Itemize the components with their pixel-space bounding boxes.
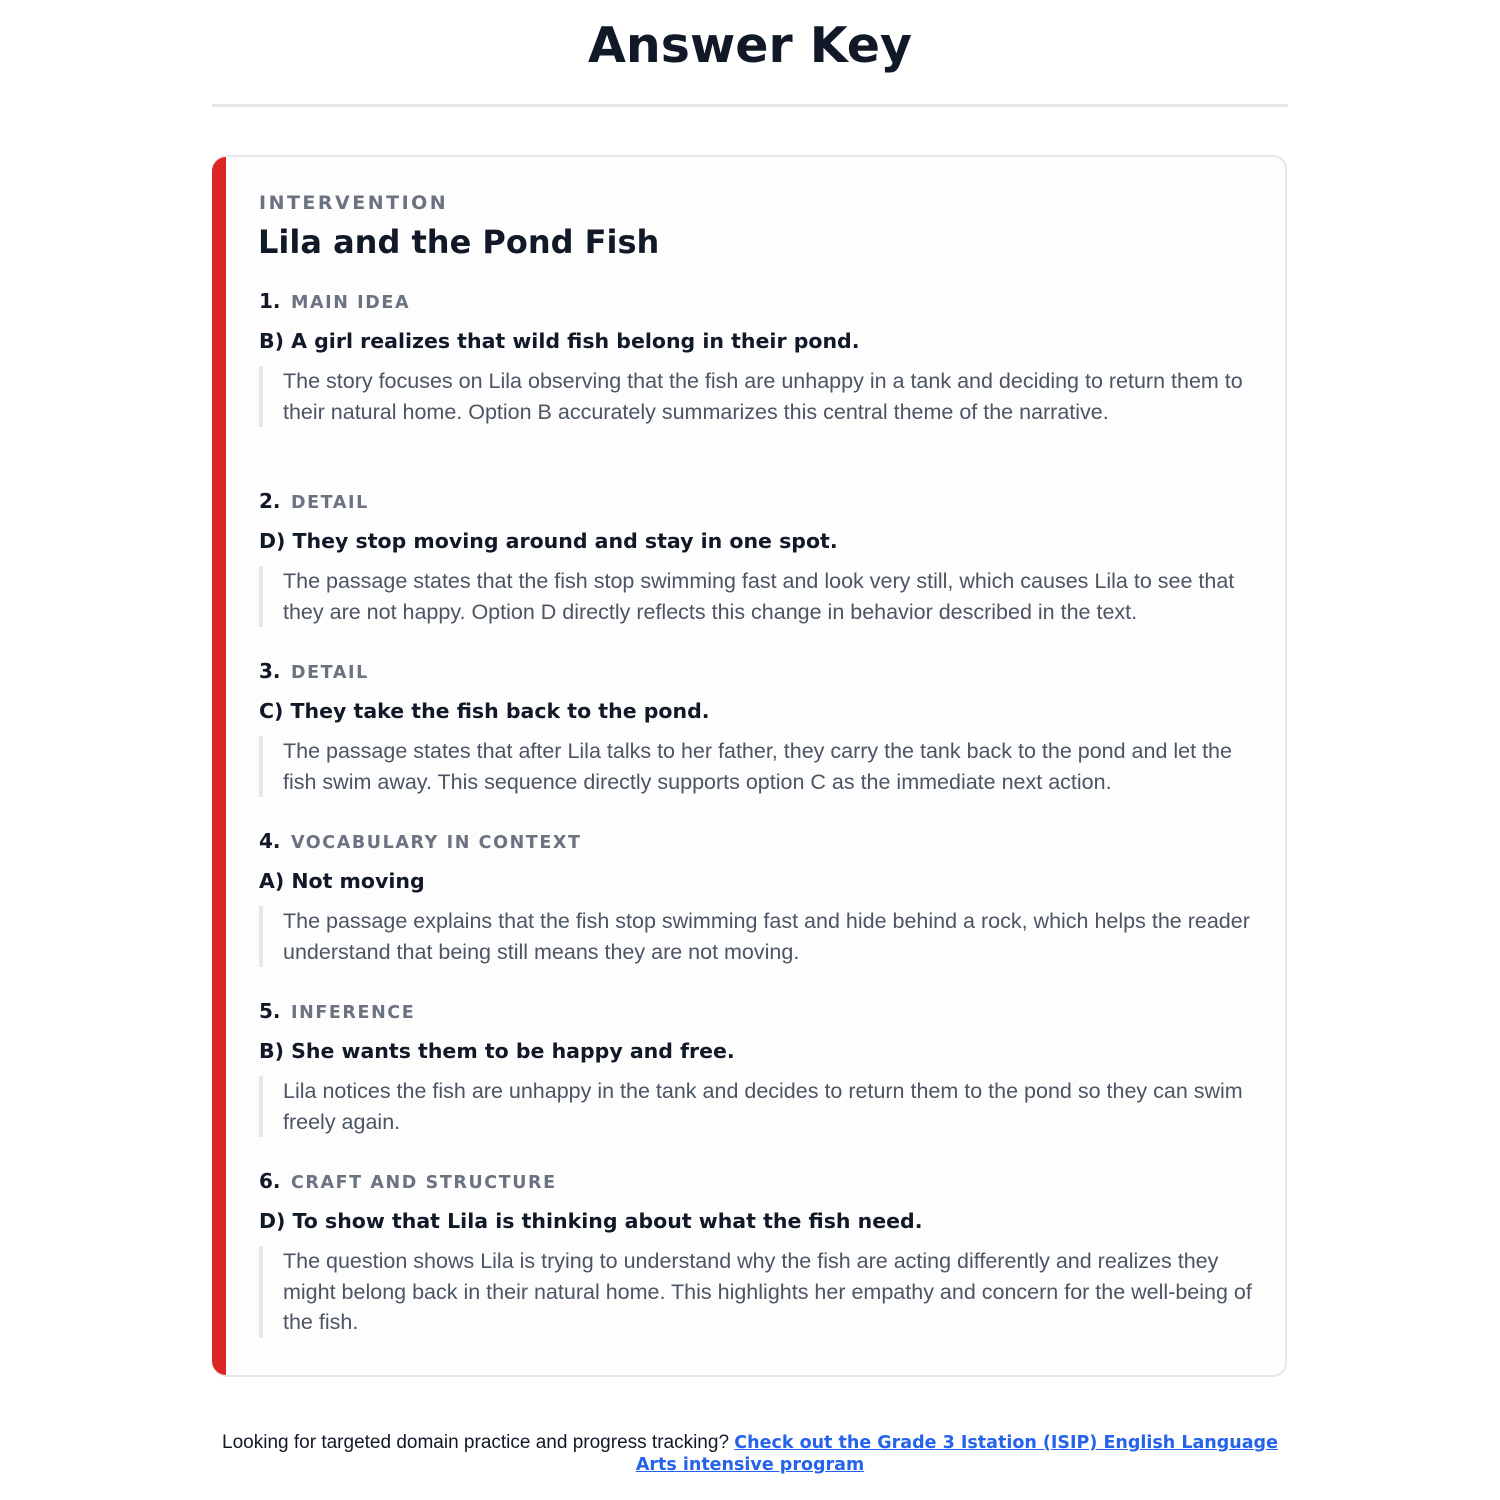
answer-explanation: Lila notices the fish are unhappy in the tank and decides to return them to the pond so they can swim freely again.	[259, 1076, 1263, 1137]
correct-answer: D) To show that Lila is thinking about what the fish need.	[259, 1209, 923, 1233]
card-title: Lila and the Pond Fish	[258, 223, 660, 261]
question-item	[259, 999, 1259, 1137]
answer-explanation: The question shows Lila is trying to understand why the fish are acting differently and realizes they might belong back in their natural home. This highlights her empathy and concern for the well-being of the fish.	[259, 1246, 1263, 1338]
answer-explanation: The story focuses on Lila observing that the fish are unhappy in a tank and deciding to return them to their natural home. Option B accurately summarizes this central theme of the narrative.	[259, 366, 1263, 427]
page-title: Answer Key	[588, 17, 912, 74]
question-item	[259, 489, 1259, 627]
question-item	[259, 289, 1259, 427]
question-category: DETAIL	[290, 663, 369, 683]
footer-promo	[200, 1432, 1300, 1476]
question-category: CRAFT AND STRUCTURE	[290, 1173, 557, 1193]
answer-key-card	[212, 155, 1287, 1377]
question-category: MAIN IDEA	[290, 293, 411, 313]
question-item	[259, 829, 1259, 967]
answer-explanation: The passage states that after Lila talks to her father, they carry the tank back to the pond and let the fish swim away. This sequence directly supports option C as the immediate next action.	[259, 736, 1263, 797]
question-item	[259, 659, 1259, 797]
card-eyebrow: INTERVENTION	[259, 192, 449, 214]
question-number: 6.	[259, 1169, 281, 1193]
question-header	[259, 489, 1259, 513]
answer-explanation: The passage states that the fish stop swimming fast and look very still, which causes Lila to see that they are not happy. Option D directly reflects this change in behavior described in the text.	[259, 566, 1263, 627]
question-header	[259, 659, 1259, 683]
question-header	[259, 829, 1259, 853]
correct-answer: B) A girl realizes that wild fish belong in their pond.	[259, 329, 860, 353]
program-link[interactable]: Check out the Grade 3 Istation (ISIP) English Language Arts intensive program	[635, 1433, 1278, 1475]
question-category: INFERENCE	[290, 1003, 416, 1023]
correct-answer: D) They stop moving around and stay in one spot.	[259, 529, 838, 553]
title-divider	[212, 104, 1288, 107]
answer-explanation: The passage explains that the fish stop swimming fast and hide behind a rock, which helps the reader understand that being still means they are not moving.	[259, 906, 1263, 967]
question-number: 3.	[259, 659, 281, 683]
question-item	[259, 1169, 1259, 1338]
question-header	[259, 1169, 1259, 1193]
correct-answer: B) She wants them to be happy and free.	[259, 1039, 735, 1063]
footer-prompt: Looking for targeted domain practice and progress tracking?	[222, 1432, 730, 1453]
question-header	[259, 999, 1259, 1023]
question-category: VOCABULARY IN CONTEXT	[290, 833, 582, 853]
card-accent-bar	[212, 157, 226, 1375]
question-number: 2.	[259, 489, 281, 513]
question-header	[259, 289, 1259, 313]
question-number: 5.	[259, 999, 281, 1023]
correct-answer: C) They take the fish back to the pond.	[259, 699, 710, 723]
question-number: 1.	[259, 289, 281, 313]
question-category: DETAIL	[290, 493, 369, 513]
question-number: 4.	[259, 829, 281, 853]
correct-answer: A) Not moving	[259, 869, 425, 893]
